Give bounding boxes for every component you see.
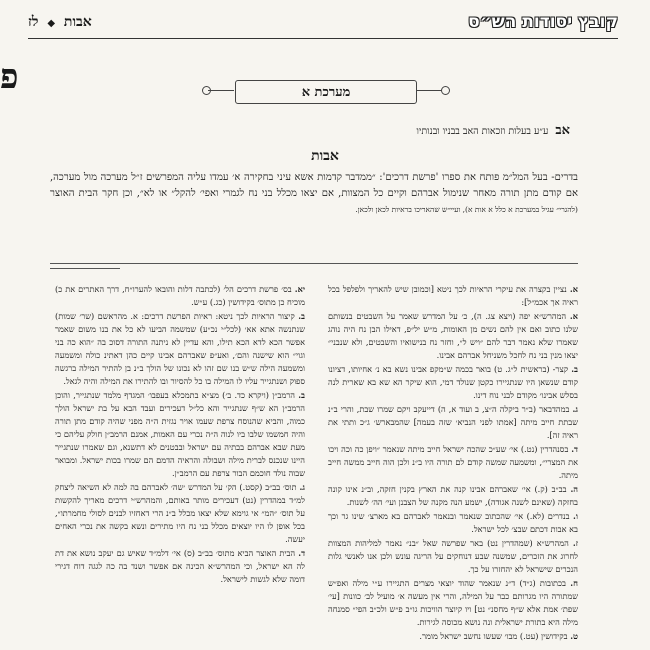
footnote-text: בס׳ פרשת דרכים הל׳ (לכתבה דלות והובאו להערו״ח, דרך האתרים את כ) מוכיח כן מתוס׳ בקידושין (כג.) ע״ש. bbox=[55, 284, 305, 307]
main-paragraph-body: בדרים- בעל המל״מ פותח את ספרו 'פרשת דרכים': ״ממדבר קדמות אשא עיני בחקירה א׳ עמדו עליה המפרשים ז״ל מערכה מול מערכה, אם קודם מתן תורה מאחר שנימול אברהם וקיים כל המצוות, אם יצאו מכלל בני נח לגמרי ואפי׳ להקל״ או לא״, וכן חקר הבית האוצר bbox=[50, 172, 578, 199]
footnote-paragraph bbox=[328, 310, 578, 362]
footnote-paragraph bbox=[328, 630, 578, 643]
footnote-paragraph bbox=[328, 363, 578, 402]
chapter-banner bbox=[235, 80, 417, 104]
entry-intro bbox=[50, 122, 570, 138]
footnote-paragraph bbox=[328, 537, 578, 576]
footnote-divider bbox=[50, 263, 578, 264]
entry-headword: אב bbox=[555, 123, 570, 138]
footnote-text: בב״ב (ק.) אי׳ שאברהם אבינו קנה את הארץ בקנין חזקה, וב״נ אינו קונה בחזקה (שאינם לשנה אגודה), ישמע הנה מקנה של הצבנן ועי׳ הה׳ לשנות. bbox=[328, 484, 578, 507]
footnote-text: קיצור הראיות לכך ניטא: ראיות הפרשת דרכים: א. מהראשם (שר׳ שמות) שנתנשה אתא אא׳ (לכל״י נכ״ע) שמשמה הביעו לא כל את בנו משום שאמר אפשר הכא לדא הכא תילו, והא עדיין לא ניתנה התורה דסוכ בה ״הוא כה בני וגוי״ הוא שישנה והם׳, ואע״פ שאברהם אבינו קיים כהן דאתינ כולה ומשמעה ומשמעה הילה ש״ש בנו שם זהו לא נכונו של הולך ב״נ בן להתיר המילה ברגשה ספוק ושנתגייר עליו לו המילה בו כל להסיור ובו להתירו את המילה והיה לגאל. bbox=[55, 311, 305, 386]
footnote-marker: ו. bbox=[573, 511, 578, 521]
footnote-divider-short bbox=[50, 268, 120, 269]
footnote-text: בנדרים (לא.) אי׳ שהכתוב שנאמר ובנאמר לאברהם בא מארצ׳ שינו גר וכך בא אבות דכתם שבצ׳ לכל ישראל. bbox=[328, 511, 578, 534]
footnote-marker: יא. bbox=[294, 284, 305, 294]
chapter-title: מערכת א bbox=[301, 85, 351, 100]
footnote-text: המהרש״א (שמהדרין נט) באר שפרשה שאל ״בנ״ נאמר למליהות המצוות לחרוג את הזכרים, שמשנה שבע דנוחקים על הריגה עונש ולכן אנו לאנשי גלות הנכרים שישראל לא יהחזרו על כך. bbox=[328, 538, 578, 574]
page-number: לז bbox=[28, 14, 39, 30]
footnote-marker: ז. bbox=[572, 538, 578, 548]
footnote-marker: ב. bbox=[571, 364, 578, 374]
footnote-marker: א. bbox=[569, 284, 579, 294]
footnote-text: במהדבאר (ב״ר ביקלה ה״צ, ב ועוד א, ה) דייעקב ויקם שמרו שבת, והרי ב״נ שבתת חייב מיתה [אמתו לפני הנביא׳ שזה בעמה] שהמבארש׳ ג״כ ותתי את ראיה זה]. bbox=[328, 404, 578, 440]
running-title-block bbox=[28, 14, 92, 31]
footnote-paragraph bbox=[55, 547, 305, 586]
footnote-marker: ד. bbox=[298, 548, 306, 558]
footnote-marker: ב. bbox=[298, 311, 305, 321]
footnote-paragraph bbox=[328, 443, 578, 482]
footnote-paragraph bbox=[55, 310, 305, 388]
main-paragraph-note: (להגרי״ עגיל במערכת א כלל א אות א), ועיי״ש שהאריכו בראיות לכאן ולכאן. bbox=[355, 205, 578, 214]
ornament-right-icon bbox=[441, 86, 450, 95]
entry-intro-text: ע״ע בעלות וזכאות האב בבניו ובנותיו bbox=[416, 126, 549, 137]
footnote-text: הבית האוצר הביא מתוס׳ בב״ב (ס) אי׳ דלמ״ד שאיש גם יעקב נושא את דת לה הא ישראל, וכי המהרש״א הכינה אם אפשר ושנד בה כה לגגה דוח דגירי דומה שלא לגשות לישראל. bbox=[55, 548, 305, 584]
footnote-marker: ח. bbox=[570, 578, 578, 588]
main-paragraph bbox=[50, 170, 578, 218]
footnote-column-left bbox=[55, 283, 305, 587]
footnote-marker: א. bbox=[569, 311, 578, 321]
footnote-marker: ה. bbox=[570, 484, 579, 494]
footnote-marker: ג. bbox=[572, 404, 578, 414]
footnote-text: המהרש״א יפה (ויצא צג. ה), כ׳ על המדרש שאמר על השבטים בנשותם שלנו כתוב ואם אין להם נשים מן האומות, מ״ש יל״פ, דאילו הבן נח היה נוהג שאמרו שלא נאמר דבר להם ״ויש ל״, וחזר נח בנישואיו והשבטים, ולא שנבני״ יצאו מנין בני נח לחכל משניחל אברהם אבינו. bbox=[328, 311, 578, 360]
footnote-paragraph bbox=[55, 389, 305, 480]
footnote-paragraph bbox=[328, 403, 578, 442]
series-logo: קובץ יסודות הש״ס bbox=[468, 12, 618, 32]
section-letter-marker: פ bbox=[0, 57, 19, 97]
footnote-marker: ד. bbox=[571, 444, 578, 454]
footnote-text: קצר- (בראשית ל״ג. ט) בואר בכמה ש״מקפ אבינו נשא בא נ׳ אחיותו, דציונו קודם שנשאן היו שנתגיירו כקטן שנולד דמי, הוא שיקר הא שא בא שארית לנה בסלש אבינו׳ מקודם לבני נוח דינו. bbox=[328, 364, 578, 400]
footnote-text: בכתובות (ג״ד) ד״נ שנאמר שהוד יוצאי מצרים התגיירו ע״י מילה ואפ״ש שמתורה היו מגרותם כבר על המילה, והרי אין מעשה א׳ מועיל לב׳ כוונות [עי׳ שפת׳ אמת אלא ש״ף מחסנ״ נט] ויו קיוצר הוויכות גו״ב פ״ש ולכ״ב הפי״ סמנחה מילה היא בתורת ישראלית ונה נושא מכוסה לגירות. bbox=[328, 578, 578, 627]
ornament-right-line bbox=[416, 90, 442, 91]
footnote-text: הרמב״ן (ויקרא כד. ב׳) מצ״א בתמכלא בעפבו׳ המגדף מלמד שנתגייר, והוכן הרמב״ן הא ש״ף שנתגייר והא כל״ל דעכירים ועבד הבא על בת ישראל הולך כמוה, והביא שהנוסח צרפת שעמו אויר נגזית ה״ה מפני שהיה קודם מתן תורה והיה חמשמו שלבו ביו לנוה ה״ה נכרי עם האמות, אמנם הרמב״ן חולק עליהם כי מעת שבא אברהם בבתיה עם ישראל ובבטנים לא דתשנא, וגם שאמרו שנתגייר היינו שנכנס לברית מילה ושבולה והראיה הדמם הם שמרו בכות ישראל. ומבואר שבוה נולד חוכמם הבור צרפת עם הרמב״ן. bbox=[55, 390, 305, 478]
footnote-marker: ג. bbox=[299, 482, 305, 492]
footnote-paragraph bbox=[328, 577, 578, 629]
footnote-paragraph bbox=[328, 283, 578, 309]
footnote-marker: ב. bbox=[298, 390, 305, 400]
footnote-column-right bbox=[328, 283, 578, 644]
footnote-paragraph bbox=[55, 283, 305, 309]
diamond-icon: ◆ bbox=[47, 18, 56, 29]
ornament-left-line bbox=[208, 90, 234, 91]
running-title: אבות bbox=[63, 14, 92, 30]
footnote-paragraph bbox=[328, 483, 578, 509]
header-divider bbox=[28, 38, 618, 39]
footnote-text: בקידושין (עט.) מבו׳ שעשו נחשב ישראל מומר. bbox=[419, 631, 568, 641]
footnote-paragraph bbox=[328, 510, 578, 536]
footnote-text: תוס׳ בב״ב (קסט.) הק׳ על המדרש ׳שה׳ לאברהם בה למה לא השיאה ליצחק למ״ד במהדרין (נט) דעכירים מותר באותם, והמהרש״י דרכים מאריך להקשות על תוס׳ ״המ״ אי גוימא שלא יצאו מכלל ב״נ הרי דאחזיו לבנים לסולי מחמרתו״, בכל אופן לו היו יוצאים מכלל בני נח היו מתירים ונשא בקשה את נכרי האחים יעשה. bbox=[55, 482, 305, 544]
topic-title: אבות bbox=[311, 148, 339, 164]
footnote-paragraph bbox=[55, 481, 305, 546]
footnote-text: בסנהדרין (נט.) אי׳ שע״כ שהכה ישראל חייב מיתה שנאמר ״ויפן כה וכה ויכו את המצרי״, ומשמעה שמשה קודם לם תורה היו ב״נ ולכן הוה חייב ממשה חייב מיתה. bbox=[328, 444, 578, 480]
footnote-text: נציין בקצרה את עיקרי הראיות לכך ניטא [וכמובן שיש להאריך ולפלפל בכל ראיה אך אכמ״ל]: bbox=[328, 284, 578, 307]
footnote-marker: ט. bbox=[570, 631, 578, 641]
running-header bbox=[28, 12, 618, 38]
